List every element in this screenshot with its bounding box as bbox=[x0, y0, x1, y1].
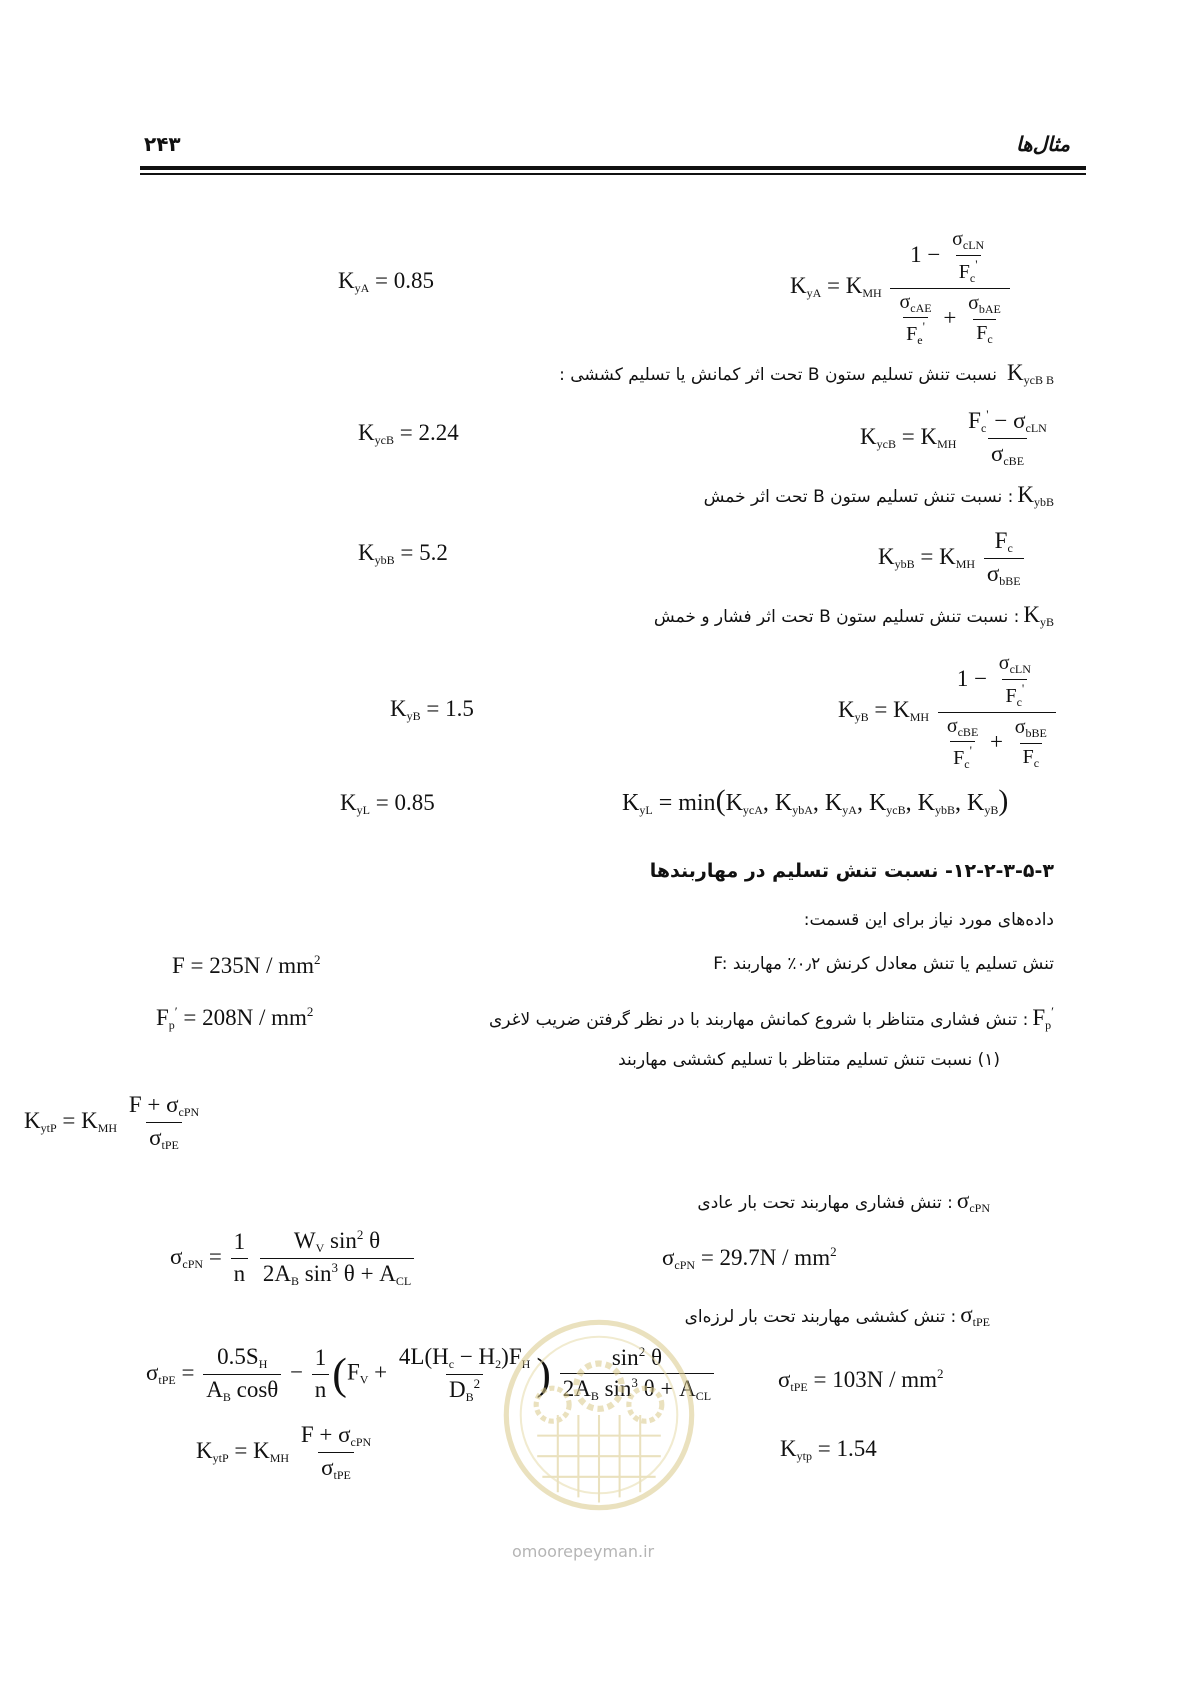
scpn-definition: : تنش فشاری مهاربند تحت بار عادی $\sigma_{cPN}$ bbox=[697, 1188, 990, 1215]
kyl-value: $K_{yL} = 0.85$ bbox=[340, 790, 435, 817]
fp-definition: : تنش فشاری متناظر با شروع کمانش مهاربند با در نظر گرفتن ضریب لاغری $F_p'$ bbox=[488, 1004, 1054, 1032]
chapter-title: مثال‌ها bbox=[1015, 132, 1070, 156]
scpn-formula: $\sigma_{cPN}$ = $\frac{1}{n}$ $\frac{W_V \sin^2 \theta}{2A_B \sin^3 \theta + A_{CL}}$ bbox=[170, 1228, 417, 1289]
data-intro: داده‌های مورد نیاز برای این قسمت: bbox=[803, 910, 1054, 930]
kybb-formula: $K_{ybB} = K_{MH}$ $\frac{F_c}{\sigma_{bBE}}$ bbox=[878, 528, 1027, 589]
header-rule-thick bbox=[140, 166, 1086, 170]
kyb-formula: $K_{yB} = K_{MH}$ 1 − $\frac{\sigma_{cLN}}{F_c'}$ $\frac{\sigma_{cBE}}{F_c'}$ + $\frac{\sigma_{bBE}}{F_c}$ bbox=[838, 652, 1059, 772]
stpe-formula: $\sigma_{tPE}$ = $\frac{0.5S_H}{A_B \cos\theta}$ − $\frac{1}{n}$ ($F_V$ + $\frac{4L(H_c - H_2)F_H}{D_B^2}$ ) $\frac{\sin^2 \theta}{2A_B \sin^3 \theta + A_{CL}}$ bbox=[146, 1344, 717, 1405]
stpe-definition: : تنش کششی مهاربند تحت بار لرزه‌ای $\sigma_{tPE}$ bbox=[684, 1302, 990, 1329]
kya-formula: $K_{yA} = K_{MH}$ 1 − $\frac{\sigma_{cLN}}{F_c'}$ $\frac{\sigma_{cAE}}{F_e'}$ + $\frac{\sigma_{bAE}}{F_c}$ bbox=[790, 228, 1013, 348]
item-1: (۱) نسبت تنش تسلیم متناظر با تسلیم کششی مهاربند bbox=[618, 1050, 1000, 1070]
kytp-formula: $K_{ytP} = K_{MH}$ $\frac{F + \sigma_{cPN}}{\sigma_{tPE}}$ bbox=[24, 1092, 200, 1152]
section-heading: ۱۲-۲-۳-۵-۳- نسبت تنش تسلیم در مهاربندها bbox=[649, 860, 1054, 882]
kybb-value: $K_{ybB} = 5.2$ bbox=[358, 540, 448, 567]
page-number: ۲۴۳ bbox=[144, 132, 181, 156]
kyb-definition: : نسبت تنش تسلیم ستون B تحت اثر فشار و خمش $K_{yB}$ bbox=[653, 602, 1054, 629]
kya-value: $K_{yA} = 0.85$ bbox=[338, 268, 435, 295]
watermark-url: omoorepeyman.ir bbox=[512, 1542, 655, 1561]
kyb-value: $K_{yB} = 1.5$ bbox=[390, 696, 474, 723]
kycb-formula: $K_{ycB} = K_{MH}$ $\frac{F_c' - \sigma_{cLN}}{\sigma_{cBE}}$ bbox=[860, 407, 1047, 468]
kybb-definition: : نسبت تنش تسلیم ستون B تحت اثر خمش $K_{ybB}$ bbox=[703, 482, 1054, 509]
kyl-formula: $K_{yL} = \min(K_{ycA}$, $K_{ybA}$, $K_{yA}$, $K_{ycB}$, $K_{ybB}$, $K_{yB}$) bbox=[622, 784, 1009, 817]
scpn-value: $\sigma_{cPN} = 29.7N / mm^2$ bbox=[662, 1244, 837, 1272]
header-rule-thin bbox=[140, 173, 1086, 175]
f-value: $F = 235N / mm^2$ bbox=[172, 952, 321, 978]
fp-value: $F_p' = 208N / mm^2$ bbox=[156, 1004, 314, 1032]
f-definition: F: تنش تسلیم یا تنش معادل کرنش ۰٫۲٪ مهاربند bbox=[713, 954, 1054, 974]
kycb-definition: نسبت تنش تسلیم ستون B تحت اثر کمانش یا تسلیم کششی : $K_{ycB B}$ bbox=[559, 360, 1054, 387]
watermark-logo-icon bbox=[496, 1312, 702, 1518]
kytp-value: $K_{ytp} = 1.54$ bbox=[780, 1436, 877, 1463]
stpe-value: $\sigma_{tPE} = 103N / mm^2$ bbox=[778, 1366, 944, 1394]
kytp-formula-2: $K_{ytP} = K_{MH}$ $\frac{F + \sigma_{cPN}}{\sigma_{tPE}}$ bbox=[196, 1422, 372, 1482]
kycb-value: $K_{ycB} = 2.24$ bbox=[358, 420, 459, 447]
